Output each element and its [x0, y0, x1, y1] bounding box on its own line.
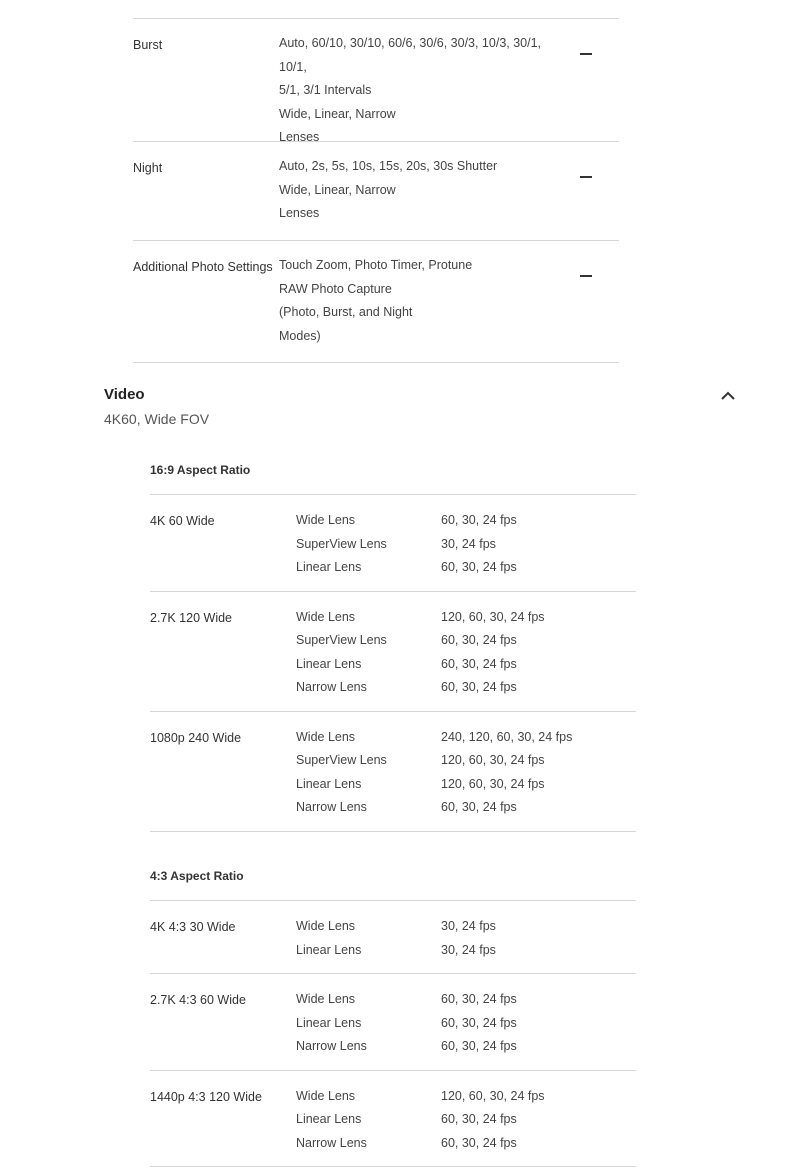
- photo-setting-additional: [133, 240, 619, 363]
- lens-fps: 60, 30, 24 fps: [441, 1135, 517, 1150]
- lens-name: Linear Lens: [296, 1015, 362, 1030]
- video-table-4-3: [150, 900, 636, 1167]
- photo-setting-value: (Photo, Burst, and Night: [279, 305, 413, 319]
- photo-setting-value: RAW Photo Capture: [279, 281, 392, 296]
- lens-name: Wide Lens: [296, 1088, 356, 1103]
- photo-setting-values: [279, 32, 569, 150]
- lens-line: [296, 1012, 636, 1036]
- lens-fps: 120, 60, 30, 24 fps: [441, 609, 545, 624]
- resolution-label: 4K 60 Wide: [150, 514, 215, 528]
- resolution-label: 2.7K 4:3 60 Wide: [150, 993, 246, 1007]
- lens-line: [296, 726, 636, 750]
- lens-name: Wide Lens: [296, 992, 356, 1006]
- lens-line: [296, 939, 636, 963]
- table-row: [150, 591, 636, 711]
- lens-line: [296, 606, 636, 630]
- lens-fps: 60, 30, 24 fps: [441, 633, 517, 647]
- photo-setting-label: Night: [133, 161, 163, 175]
- lens-fps: 60, 30, 24 fps: [441, 992, 517, 1006]
- lens-line: [296, 988, 636, 1012]
- lens-fps: 120, 60, 30, 24 fps: [441, 753, 545, 767]
- photo-setting-value: Wide, Linear, Narrow: [279, 182, 396, 197]
- lens-fps: 60, 30, 24 fps: [441, 680, 517, 694]
- lens-line: [296, 749, 636, 773]
- lens-line: [296, 1085, 636, 1109]
- lens-line: [296, 509, 636, 533]
- lens-fps: 30, 24 fps: [441, 536, 496, 551]
- lens-fps: 60, 30, 24 fps: [441, 560, 517, 574]
- section-title: Video: [104, 386, 145, 403]
- lens-fps: 120, 60, 30, 24 fps: [441, 776, 545, 791]
- lens-name: SuperView Lens: [296, 753, 387, 767]
- lens-name: Linear Lens: [296, 942, 362, 957]
- lens-line: [296, 796, 636, 820]
- lens-fps: 60, 30, 24 fps: [441, 1015, 517, 1030]
- table-row: [150, 973, 636, 1070]
- lens-name: Wide Lens: [296, 513, 356, 527]
- lens-name: Wide Lens: [296, 919, 356, 933]
- resolution-label: 1080p 240 Wide: [150, 730, 242, 745]
- section-subtitle: 4K60, Wide FOV: [104, 411, 210, 427]
- photo-setting-value: Touch Zoom, Photo Timer, Protune: [279, 258, 473, 272]
- aspect-ratio-title: 16:9 Aspect Ratio: [150, 463, 251, 477]
- photo-setting-value: Lenses: [279, 206, 320, 220]
- table-row: [150, 711, 636, 832]
- lens-line: [296, 1108, 636, 1132]
- resolution-label: 4K 4:3 30 Wide: [150, 920, 236, 934]
- lens-name: Narrow Lens: [296, 680, 367, 694]
- video-section-header[interactable]: [104, 385, 744, 429]
- resolution-label: 2.7K 120 Wide: [150, 610, 232, 625]
- lens-fps: 60, 30, 24 fps: [441, 1112, 517, 1126]
- lens-line: [296, 556, 636, 580]
- lens-name: Narrow Lens: [296, 1135, 367, 1150]
- photo-settings-table: [133, 18, 619, 363]
- lens-name: Wide Lens: [296, 729, 356, 744]
- table-row: [150, 900, 636, 973]
- photo-setting-values: [279, 254, 569, 348]
- collapse-minus-icon[interactable]: [580, 176, 592, 178]
- lens-line: [296, 773, 636, 797]
- lens-name: Narrow Lens: [296, 800, 367, 814]
- photo-setting-value: Lenses: [279, 130, 320, 144]
- lens-fps: 60, 30, 24 fps: [441, 656, 517, 671]
- photo-setting-value: Modes): [279, 328, 321, 343]
- photo-setting-values: [279, 155, 569, 226]
- lens-fps: 30, 24 fps: [441, 919, 496, 933]
- table-row: [150, 1070, 636, 1168]
- lens-line: [296, 1132, 636, 1156]
- lens-line: [296, 676, 636, 700]
- lens-fps: 240, 120, 60, 30, 24 fps: [441, 729, 573, 744]
- photo-setting-value: Wide, Linear, Narrow: [279, 106, 396, 121]
- lens-fps: 60, 30, 24 fps: [441, 800, 517, 814]
- lens-fps: 120, 60, 30, 24 fps: [441, 1088, 545, 1103]
- chevron-up-icon[interactable]: [721, 391, 732, 402]
- lens-name: SuperView Lens: [296, 633, 387, 647]
- lens-line: [296, 915, 636, 939]
- lens-name: Narrow Lens: [296, 1039, 367, 1053]
- lens-line: [296, 533, 636, 557]
- lens-line: [296, 629, 636, 653]
- table-row: [150, 494, 636, 591]
- photo-setting-value: Auto, 60/10, 30/10, 60/6, 30/6, 30/3, 10/3, 30/1, 10/1,: [279, 36, 542, 74]
- lens-fps: 60, 30, 24 fps: [441, 1039, 517, 1053]
- lens-name: Linear Lens: [296, 1112, 362, 1126]
- photo-setting-label: Additional Photo Settings: [133, 260, 273, 274]
- lens-fps: 60, 30, 24 fps: [441, 513, 517, 527]
- photo-setting-burst: [133, 18, 619, 144]
- lens-name: Linear Lens: [296, 560, 362, 574]
- lens-name: Linear Lens: [296, 656, 362, 671]
- collapse-minus-icon[interactable]: [580, 275, 592, 277]
- aspect-ratio-title: 4:3 Aspect Ratio: [150, 869, 244, 883]
- lens-name: Wide Lens: [296, 609, 356, 624]
- lens-line: [296, 653, 636, 677]
- photo-setting-value: 5/1, 3/1 Intervals: [279, 83, 372, 97]
- lens-fps: 30, 24 fps: [441, 942, 496, 957]
- lens-name: Linear Lens: [296, 776, 362, 791]
- photo-setting-value: Auto, 2s, 5s, 10s, 15s, 20s, 30s Shutter: [279, 159, 498, 173]
- collapse-minus-icon[interactable]: [580, 53, 592, 55]
- lens-line: [296, 1035, 636, 1059]
- resolution-label: 1440p 4:3 120 Wide: [150, 1089, 262, 1104]
- lens-name: SuperView Lens: [296, 536, 387, 551]
- photo-setting-label: Burst: [133, 38, 163, 52]
- video-table-16-9: [150, 494, 636, 832]
- photo-setting-night: [133, 141, 619, 240]
